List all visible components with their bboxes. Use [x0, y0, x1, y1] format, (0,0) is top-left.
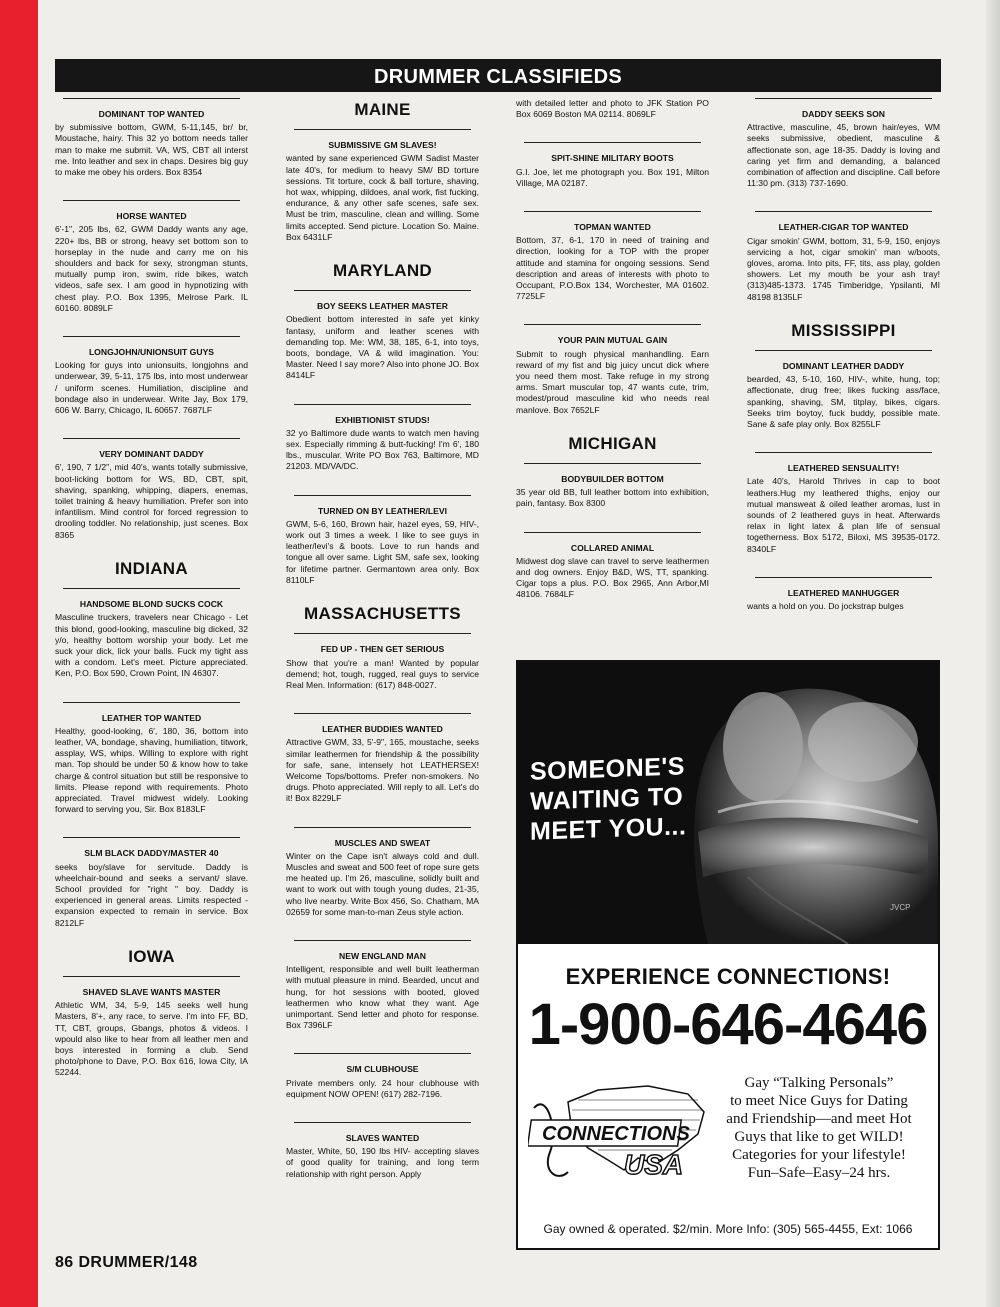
ad-title: LEATHERED SENSUALITY!	[787, 463, 900, 474]
state-heading: MASSACHUSETTS	[304, 604, 461, 624]
ad-divider	[294, 633, 471, 634]
classified-ad	[286, 140, 479, 243]
classified-ad	[747, 588, 940, 612]
ad-divider	[755, 452, 932, 453]
ad-title: DADDY SEEKS SON	[802, 109, 885, 119]
ad-divider	[294, 1053, 471, 1054]
state-heading: MARYLAND	[332, 261, 433, 281]
ad-title: TOPMAN WANTED	[574, 222, 651, 233]
ad-body: G.I. Joe, let me photograph you. Box 191, Milton Village, MA 02187.	[516, 166, 709, 188]
page-footer: 86 DRUMMER/148	[55, 1254, 198, 1271]
ad-divider	[294, 404, 471, 405]
ad-body: by submissive bottom, GWM, 5-11,145, br/ br, Moustache, hairy. This 32 yo bottom needs taller man to make me submit. VA, WS, CBT all interst me. Into leather and sex in chaps. Desires big guy to make me obey his orders. Box 8354	[55, 122, 248, 178]
ad-title: BODYBUILDER BOTTOM	[561, 474, 664, 485]
ad-title: DOMINANT TOP WANTED	[98, 109, 205, 119]
ad-divider	[63, 98, 240, 99]
state-heading: MAINE	[354, 100, 411, 119]
ad-title: HANDSOME BLOND SUCKS COCK	[79, 599, 224, 610]
promo-hero-text	[530, 751, 686, 846]
ad-title: LEATHER BUDDIES WANTED	[322, 724, 443, 735]
ad-title: S/M CLUBHOUSE	[346, 1064, 419, 1075]
ad-body: Show that you're a man! Wanted by popular demend; hot, tough, rugged, real guys to service Real Men. Information: (617) 848-0027.	[286, 657, 479, 690]
ad-title: YOUR PAIN MUTUAL GAIN	[557, 335, 668, 346]
ad-title: LEATHER TOP WANTED	[101, 712, 202, 723]
page-fold-shadow	[986, 0, 1000, 1307]
ad-divider	[755, 211, 932, 212]
ad-body: Late 40's, Harold Thrives in cap to boot leathers.Hug my leathered thighs, enjoy our mutual mansweat & oiled leather aromas, lust in sounds of 2 leathered guys in heat. Afterwards relax in light latex & plan life of sensual togetherness. Box 5172, Biloxi, MS 39535-0172. 8340LF	[747, 476, 940, 554]
state-heading: MISSISSIPPI	[791, 320, 896, 340]
ad-body: Intelligent, responsible and well built leatherman with mutual pleasure in mind. Bearded, uncut and hung, for hot sessions with booted, gloved leathermen who know what they want. Age unimportant. Send letter and photo for response. Box 7396LF	[286, 964, 479, 1031]
ad-title: LONGJOHN/UNIONSUIT GUYS	[88, 347, 215, 358]
ad-divider	[63, 336, 240, 337]
ad-divider	[755, 577, 932, 578]
classified-ad	[286, 724, 479, 804]
ad-body: Private members only. 24 hour clubhouse with equipment NOW OPEN! (617) 282-7196.	[286, 1077, 479, 1099]
column-4	[747, 98, 940, 634]
ad-body: seeks boy/slave for servitude. Daddy is wheelchair-bound and seeks a servant/ slave. School provided for "right " boy. Daddy is experienced in general areas. Limits respected - expansion expected to remain in service. Box 8212LF	[55, 861, 248, 928]
ad-divider	[524, 324, 701, 325]
ad-divider	[63, 200, 240, 201]
promo-copy-line: Guys that like to get WILD!	[734, 1129, 904, 1145]
ad-divider	[294, 827, 471, 828]
promo-phone-number: 1-900-646-4646	[528, 992, 928, 1057]
promo-footer: Gay owned & operated. $2/min. More Info: (305) 565-4455, Ext: 1066	[543, 1222, 913, 1236]
column-1	[55, 98, 248, 1101]
promo-copy-line: Categories for your lifestyle!	[732, 1147, 906, 1163]
ad-title: TURNED ON BY LEATHER/LEVI	[317, 505, 448, 516]
promo-copy-line: Fun–Safe–Easy–24 hrs.	[747, 1165, 891, 1181]
classified-ad	[516, 543, 709, 601]
ad-body: Attractive GWM, 33, 5'-9", 165, moustache, seeks similar leathermen for friendship & the possibility for safe, sane, intensely hot LEATHERSEX! Welcome Tops/bottoms. Prefer non-smokers. No drugs. Photo appreciated. Will reply to all. Let's do it! Box 8229LF	[286, 737, 479, 804]
ad-title: BOY SEEKS LEATHER MASTER	[317, 301, 448, 312]
classified-ad	[516, 153, 709, 189]
ad-body: Cigar smokin' GWM, bottom, 31, 5-9, 150, enjoys servicing a hot, cigar smokin' man w/boots, gloves, aroma. Into pits, FF, tits, ass play, golden showers. Let my mouth be your ash tray! (313)485-1373. 1745 Timberidge, Ypsilanti, MI 48198 8135LF	[747, 235, 940, 302]
ad-divider	[63, 976, 240, 977]
classified-ad	[747, 361, 940, 430]
classified-ad	[286, 838, 479, 918]
ad-body: Obedient bottom interested in safe yet kinky fantasy, uniform and leather scenes with demanding top. Me: WM, 38, 185, 6-1, into toys, boots, bondage, VA & wild imagination. You: Master. Need I say more? Also into phone JO. Box 8414LF	[286, 314, 479, 381]
classified-ad	[286, 415, 479, 473]
ad-body: 6', 190, 7 1/2", mid 40's, wants totally submissive, boot-licking bottom for WS, BD, CBT, spit, shaving, spanking, whipping, diapers, enemas, toilet training & heavy humiliation. Prefer son into infantilism. Mind control for forced regression to drooling toddler. No relationship, just scenes. Box 8365	[55, 462, 248, 540]
classified-ad	[286, 1064, 479, 1100]
promo-copy-line: Gay “Talking Personals”	[744, 1075, 894, 1091]
promo-headline: EXPERIENCE CONNECTIONS!	[565, 964, 891, 989]
ad-divider	[63, 438, 240, 439]
ad-divider	[294, 290, 471, 291]
classified-ad	[55, 347, 248, 416]
classified-ad	[516, 474, 709, 510]
ad-divider	[63, 702, 240, 703]
ad-title: MUSCLES AND SWEAT	[334, 837, 431, 848]
ad-title: SLAVES WANTED	[345, 1132, 420, 1143]
ad-body: Looking for guys into unionsuits, longjohns and underwear, 39, 5-11, 175 lbs, into most underwear / uniform scenes. Humiliation, discipline and bondage also in underwear. Write Jay, Box 179, 606 W. Barry, Chicago, IL 60657. 7687LF	[55, 360, 248, 416]
hero-line-1: SOMEONE'S	[530, 752, 685, 786]
ad-title: SPIT-SHINE MILITARY BOOTS	[551, 153, 674, 164]
connections-advertisement	[516, 660, 940, 1250]
ad-body: 6'-1", 205 lbs, 62, GWM Daddy wants any age, 220+ lbs, BB or strong, heavy set bottom son to horseplay in the nude and carry me on his shoulders and back for sexy, strongman stunts, mutually pump iron, swim, ride bikes, watch videos, safe sex. I am good in hypnotizing with chest play. P.O. Box 1395, Melrose Park. IL 60160. 8089LF	[55, 224, 248, 313]
ad-title: DOMINANT LEATHER DADDY	[782, 361, 905, 372]
column-2	[286, 98, 479, 1202]
classified-ad	[516, 222, 709, 302]
ad-body: Attractive, masculine, 45, brown hair/eyes, WM seeks submissive, obedient, masculine & affectionate son, age 18-35. Daddy is loving and caring yet firm and demanding, a balanced combination of affection and discipline. Call before 11:30 pm. (313) 737-1690.	[747, 122, 940, 189]
ad-divider	[524, 211, 701, 212]
ad-body: Athletic WM, 34, 5-9, 145 seeks well hung Masters, 8'+, any race, to serve. I'm into FF, BD, TT, CBT, groups, Gbangs, photos & videos. I wpould also like to hear from all leather men and boys interested in forming a club. Send photo/phone to Dave, P.O. Box 616, Iowa City, IA 52244.	[55, 1000, 248, 1078]
ad-divider	[755, 350, 932, 351]
ad-divider	[524, 142, 701, 143]
ad-body: bearded, 43, 5-10, 160, HIV-, white, hung, top; affectionate, drug free; likes fucking ass/face, spanking, shaving, SM, titplay, bikes, cigars. Seeks trim boytoy, fuck buddy, possible mate. Sane & safe play only. Box 8255LF	[747, 374, 940, 430]
ad-body: Midwest dog slave can travel to serve leathermen and dog owners. Enjoy B&D, WS, TT, spanking. Cigar tops a plus. P.O. Box 2965, Ann Arbor,MI 48106. 7684LF	[516, 555, 709, 600]
classified-ad	[286, 644, 479, 691]
classified-ad	[747, 222, 940, 302]
classified-ad	[55, 987, 248, 1079]
ad-body: Master, White, 50, 190 lbs HIV- accepting slaves of good quality for training, and long term relationship with right person. Apply	[286, 1146, 479, 1179]
classified-ad	[516, 335, 709, 415]
classified-ad	[55, 109, 248, 178]
ad-body: Winter on the Cape isn't always cold and dull. Muscles and sweat and 500 feet of rope sure gets me heated up. I'm 26, masculine, solidly built and want to work out with tough young dudes, 21-35, who live nearby. Write Box 456, So. Chatham, MA 02659 for some man-to-man Zeus style action.	[286, 850, 479, 917]
ad-divider	[294, 940, 471, 941]
ad-body: 32 yo Baltimore dude wants to watch men having sex. Especially rimming & butt-fucking! I'm 6', 180 lbs., muscular. Write PO Box 763, Baltimore, MD 21203. MD/VA/DC.	[286, 427, 479, 472]
column-3	[516, 98, 709, 623]
ad-title: LEATHER-CIGAR TOP WANTED	[778, 222, 909, 233]
ad-body: Submit to rough physical manhandling. Earn reward of my fist and big juicy uncut dick where you need them most. Take refuge in my strong arms. Smart muscular top, 47 wants cute, trim, modest/proud masculine kid who needs real manlove. Box 7652LF	[516, 348, 709, 415]
classified-ad	[55, 211, 248, 314]
ad-title: COLLARED ANIMAL	[570, 542, 655, 553]
ad-divider	[294, 495, 471, 496]
ad-divider	[63, 837, 240, 838]
state-heading: MICHIGAN	[568, 433, 657, 453]
ad-divider	[294, 713, 471, 714]
ad-divider	[294, 1122, 471, 1123]
connections-usa-logo	[528, 1072, 714, 1192]
ad-body: wanted by sane experienced GWM Sadist Master late 40's, for medium to heavy SM/ BD torture sessions. Tit torture, cock & ball torture, shaving, hot wax, whipping, dildoes, anal work, fist fucking, endurance, & any other safe scenes, safe sex. Must be trim, masculine, clean and willing. Some limits accepted. Send picture. Location So. Maine. Box 6431LF	[286, 153, 479, 242]
ad-divider	[755, 98, 932, 99]
ad-body: Healthy, good-looking, 6', 180, 36, bottom into leather, VA, bondage, shaving, humiliation, titwork, assplay, WS, whips. Willing to explore with right man. Top should be under 50 & know how to take charge & control situation but still be responsive to limits. Please repond with requirements. Photo appreciated. Travel midwest widely. Looking forward to serving you, Sir. Box 8183LF	[55, 725, 248, 815]
ad-title: VERY DOMINANT DADDY	[99, 449, 204, 460]
promo-copy-line: to meet Nice Guys for Dating	[730, 1093, 908, 1109]
ad-title: NEW ENGLAND MAN	[339, 950, 426, 961]
ad-body: with detailed letter and photo to JFK Station PO Box 6069 Boston MA 02114. 8069LF	[516, 98, 709, 120]
state-heading: INDIANA	[115, 558, 188, 578]
ad-title: SHAVED SLAVE WANTS MASTER	[82, 986, 221, 997]
ad-title: SLM BLACK DADDY/MASTER 40	[84, 848, 219, 859]
section-banner: DRUMMER CLASSIFIEDS	[55, 59, 941, 92]
ad-body: wants a hold on you. Do jockstrap bulges	[747, 601, 904, 612]
ad-divider	[294, 129, 471, 130]
hero-line-2: WAITING TO	[530, 782, 684, 816]
ad-title: LEATHERED MANHUGGER	[787, 587, 900, 598]
classified-ad	[55, 713, 248, 816]
ad-body: Bottom, 37, 6-1, 170 in need of training and direction, looking for a TOP with the proper attitude and stamina for ongoing sessions. Send description and areas of interests with photo to Occupant, P.O.Box 134, Worchester, MA 01602. 7725LF	[516, 235, 709, 302]
ad-divider	[63, 588, 240, 589]
promo-photo	[518, 662, 938, 944]
ad-divider	[524, 532, 701, 533]
classified-ad	[55, 449, 248, 541]
classified-ad	[286, 1133, 479, 1180]
classified-ad	[55, 599, 248, 679]
classified-ad	[747, 463, 940, 555]
classified-ad	[286, 301, 479, 381]
classified-ad	[516, 98, 709, 120]
promo-copy-line: and Friendship—and meet Hot	[726, 1111, 912, 1127]
ad-title: FED UP - THEN GET SERIOUS	[320, 644, 445, 655]
logo-text-connections: CONNECTIONS	[542, 1123, 690, 1145]
ad-body: 35 year old BB, full leather bottom into exhibition, pain, fantasy. Box 8300	[516, 487, 709, 509]
ad-title: EXHIBTIONIST STUDS!	[335, 414, 430, 425]
classified-ad	[747, 109, 940, 189]
ad-divider	[524, 463, 701, 464]
ad-body: GWM, 5-6, 160, Brown hair, hazel eyes, 59, HIV-, work out 3 times a week. I like to see guys in leather/levi's & boots. Love to run hands and tongue all over same. Light SM, safe sex, looking for lifetime partner. Germantown area only. Box 8110LF	[286, 518, 479, 585]
state-heading: IOWA	[128, 946, 175, 966]
hero-line-3: MEET YOU...	[530, 812, 687, 846]
classified-ad	[286, 951, 479, 1031]
svg-text:JVCP: JVCP	[890, 903, 911, 912]
ad-body: Masculine truckers, travelers near Chicago - Let this blond, good-looking, masculine big dicked, 32 y/o, healthy bottom worship your body. Let me suck your dick, lick your balls. Fuck my tight ass with a condom. Let's meet. Picture appreciated. Ken, P.O. Box 590, Crown Point, IN 46307.	[55, 612, 248, 679]
ad-title: HORSE WANTED	[116, 211, 187, 222]
ad-title: SUBMISSIVE GM SLAVES!	[328, 140, 437, 151]
classified-ad	[286, 506, 479, 586]
classified-ad	[55, 848, 248, 928]
logo-text-usa: USA	[624, 1149, 684, 1180]
page-edge-red-bar	[0, 0, 38, 1307]
promo-description	[706, 1074, 932, 1182]
